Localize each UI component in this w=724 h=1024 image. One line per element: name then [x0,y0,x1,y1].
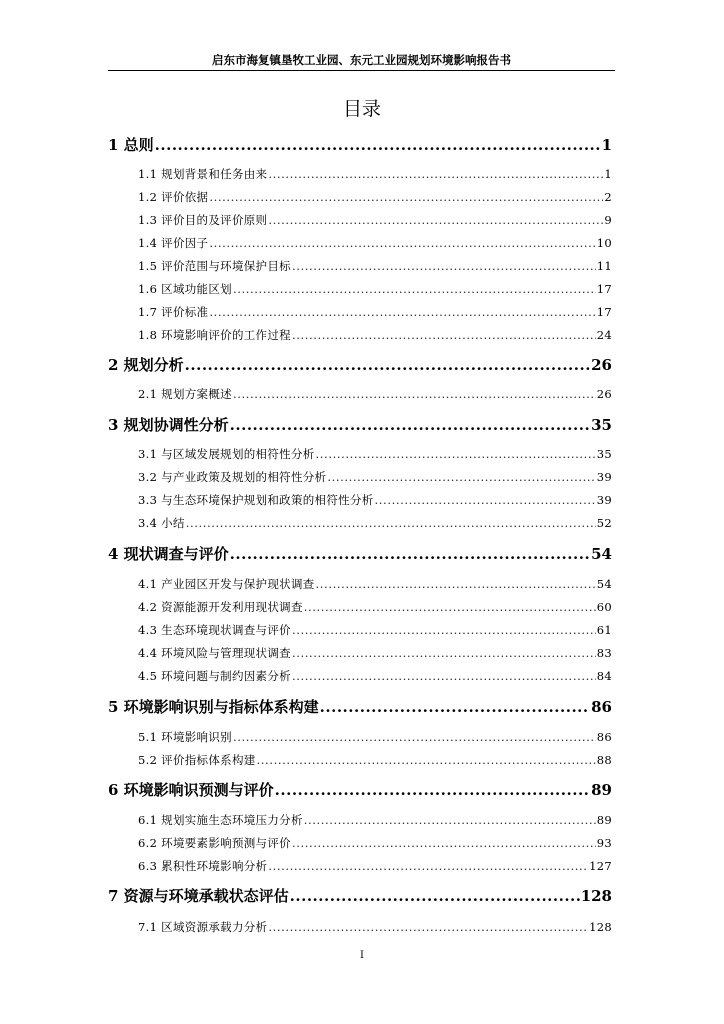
toc-entry-section[interactable] [138,728,612,746]
toc-entry-page: 86 [596,730,612,744]
toc-entry-section[interactable] [138,667,612,685]
toc-entry-chapter[interactable] [108,779,612,801]
toc-entry-page: 1 [601,136,612,154]
toc-entry-label: 1 总则 [108,136,154,154]
toc-entry-section[interactable] [138,280,612,298]
dot-leader [230,414,590,436]
toc-entry-label: 4.4 环境风险与管理现状调查 [138,646,291,660]
toc-entry-section[interactable] [138,445,612,463]
toc-entry-page: 17 [596,282,612,296]
dot-leader [320,696,590,718]
toc-entry-page: 89 [591,781,612,799]
toc-entry-label: 7 资源与环境承载状态评估 [108,887,289,905]
dot-leader [292,326,596,344]
toc-entry-section[interactable] [138,751,612,769]
dot-leader [316,575,596,593]
toc-entry-label: 6.2 环境要素影响预测与评价 [138,836,291,850]
toc-entry-page: 86 [591,698,612,716]
toc-entry-section[interactable] [138,811,612,829]
toc-entry-page: 52 [596,516,612,530]
toc-entry-section[interactable] [138,514,612,532]
toc-entry-chapter[interactable] [108,885,612,907]
toc-entry-section[interactable] [138,575,612,593]
toc-entry-page: 39 [596,470,612,484]
toc-entry-page: 9 [604,213,612,227]
toc-entry-section[interactable] [138,326,612,344]
dot-leader [268,918,588,936]
toc-entry-page: 54 [591,545,612,563]
dot-leader [292,257,596,275]
toc-entry-chapter[interactable] [108,414,612,436]
dot-leader [186,514,596,532]
toc-entry-section[interactable] [138,165,612,183]
toc-entry-label: 4.3 生态环境现状调查与评价 [138,623,291,637]
toc-entry-label: 3.4 小结 [138,516,185,530]
toc-entry-page: 88 [596,753,612,767]
toc-entry-page: 127 [589,859,612,873]
toc-entry-label: 7.1 区域资源承载力分析 [138,920,268,934]
toc-entry-page: 83 [596,646,612,660]
toc-entry-label: 3.3 与生态环境保护规划和政策的相符性分析 [138,493,374,507]
toc-entry-section[interactable] [138,257,612,275]
header-rule [108,70,615,71]
toc-entry-page: 60 [596,600,612,614]
toc-entry-section[interactable] [138,468,612,486]
toc-entry-label: 1.3 评价目的及评价原则 [138,213,268,227]
toc-entry-label: 6 环境影响识预测与评价 [108,781,274,799]
toc-entry-page: 26 [596,387,612,401]
dot-leader [316,445,596,463]
toc-entry-label: 4.1 产业园区开发与保护现状调查 [138,577,315,591]
dot-leader [375,491,596,509]
toc-entry-label: 1.6 区域功能区划 [138,282,232,296]
toc-entry-label: 1.1 规划背景和任务由来 [138,167,268,181]
dot-leader [292,621,596,639]
toc-entry-chapter[interactable] [108,696,612,718]
toc-entry-label: 3.2 与产业政策及规划的相符性分析 [138,470,327,484]
dot-leader [233,728,596,746]
toc-entry-label: 4.5 环境问题与制约因素分析 [138,669,291,683]
toc-entry-label: 4 现状调查与评价 [108,545,229,563]
toc-entry-section[interactable] [138,234,612,252]
toc-entry-chapter[interactable] [108,543,612,565]
toc-entry-section[interactable] [138,834,612,852]
dot-leader [209,303,595,321]
toc-entry-section[interactable] [138,598,612,616]
running-header: 启东市海复镇垦牧工业园、东元工业园规划环境影响报告书 [212,53,511,67]
toc-entry-section[interactable] [138,303,612,321]
toc-entry-page: 10 [596,236,612,250]
toc-entry-label: 5 环境影响识别与指标体系构建 [108,698,319,716]
toc-entry-label: 1.7 评价标准 [138,305,209,319]
dot-leader [233,385,596,403]
toc-entry-section[interactable] [138,491,612,509]
toc-entry-label: 3 规划协调性分析 [108,416,229,434]
toc-entry-chapter[interactable] [108,134,612,156]
toc-entry-label: 1.5 评价范围与环境保护目标 [138,259,291,273]
dot-leader [292,667,596,685]
toc-entry-page: 128 [580,887,612,905]
toc-entry-page: 54 [596,577,612,591]
toc-entry-label: 1.8 环境影响评价的工作过程 [138,328,291,342]
dot-leader [257,751,596,769]
dot-leader [233,280,596,298]
dot-leader [185,354,590,376]
toc-entry-section[interactable] [138,621,612,639]
toc-entry-page: 1 [604,167,612,181]
dot-leader [275,779,590,801]
dot-leader [230,543,590,565]
toc-entry-section[interactable] [138,211,612,229]
toc-entry-page: 61 [596,623,612,637]
dot-leader [209,234,595,252]
toc-entry-page: 2 [604,190,612,204]
toc-entry-label: 5.2 评价指标体系构建 [138,753,256,767]
toc-entry-label: 2.1 规划方案概述 [138,387,232,401]
dot-leader [292,644,596,662]
dot-leader [268,165,603,183]
toc-entry-label: 1.2 评价依据 [138,190,209,204]
toc-entry-page: 93 [596,836,612,850]
toc-entry-page: 89 [596,813,612,827]
dot-leader [268,211,603,229]
toc-entry-label: 3.1 与区域发展规划的相符性分析 [138,447,315,461]
toc-entry-label: 2 规划分析 [108,356,184,374]
toc-entry-page: 35 [596,447,612,461]
dot-leader [292,834,596,852]
dot-leader [268,857,588,875]
toc-entry-section[interactable] [138,188,612,206]
toc-entry-page: 84 [596,669,612,683]
toc-entry-label: 5.1 环境影响识别 [138,730,232,744]
toc-entry-page: 24 [596,328,612,342]
toc-entry-section[interactable] [138,918,612,936]
toc-entry-label: 1.4 评价因子 [138,236,209,250]
toc-entry-page: 26 [591,356,612,374]
dot-leader [209,188,603,206]
toc-entry-section[interactable] [138,385,612,403]
toc-entry-page: 11 [596,259,612,273]
toc-entry-page: 39 [596,493,612,507]
toc-entry-page: 35 [591,416,612,434]
toc-entry-section[interactable] [138,644,612,662]
page-number: I [360,950,364,961]
toc-entry-section[interactable] [138,857,612,875]
dot-leader [155,134,601,156]
dot-leader [327,468,595,486]
toc-entry-label: 4.2 资源能源开发利用现状调查 [138,600,303,614]
toc-entry-page: 17 [596,305,612,319]
toc-entry-label: 6.1 规划实施生态环境压力分析 [138,813,303,827]
toc-title: 目录 [342,98,381,120]
dot-leader [290,885,580,907]
dot-leader [304,598,596,616]
toc-entry-page: 128 [589,920,612,934]
toc-entry-chapter[interactable] [108,354,612,376]
toc-entry-label: 6.3 累积性环境影响分析 [138,859,268,873]
dot-leader [304,811,596,829]
